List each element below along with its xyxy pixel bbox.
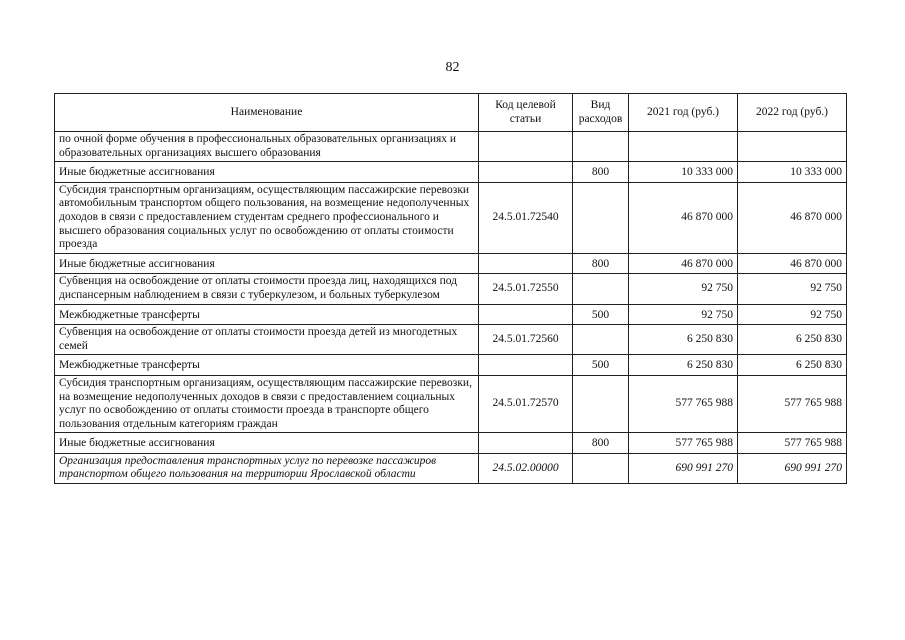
row-vid: [573, 325, 629, 355]
table-row: [55, 253, 847, 274]
row-code: [479, 132, 573, 162]
row-2022: [738, 132, 847, 162]
table-row: [55, 274, 847, 304]
row-2021: 46 870 000: [629, 253, 738, 274]
row-vid: 500: [573, 355, 629, 376]
row-2022: 46 870 000: [738, 253, 847, 274]
row-code: [479, 355, 573, 376]
table-row: [55, 304, 847, 325]
row-name: Субсидия транспортным организациям, осуществляющим пассажирские перевозки автомобильным транспортом общего пользования, на возмещение недополученных доходов в связи с предоставлением студентам среднего профессионального и высшего образования социальных услуг по освобождению от оплаты стоимости проезда: [55, 182, 479, 253]
row-vid: [573, 182, 629, 253]
row-vid: [573, 375, 629, 432]
row-code: 24.5.02.00000: [479, 453, 573, 483]
row-code: 24.5.01.72540: [479, 182, 573, 253]
row-vid: 800: [573, 162, 629, 183]
table-row: [55, 325, 847, 355]
row-2022: 6 250 830: [738, 355, 847, 376]
row-name: Субвенция на освобождение от оплаты стоимости проезда лиц, находящихся под диспансерным наблюдением в связи с туберкулезом, и больных туберкулезом: [55, 274, 479, 304]
row-2022: 577 765 988: [738, 375, 847, 432]
header-vid: Вид расходов: [573, 94, 629, 132]
row-2022: 6 250 830: [738, 325, 847, 355]
header-code: Код целевой статьи: [479, 94, 573, 132]
table-row: [55, 433, 847, 454]
table-row: [55, 355, 847, 376]
row-2021: 92 750: [629, 274, 738, 304]
header-2021: 2021 год (руб.): [629, 94, 738, 132]
budget-table: [54, 93, 847, 484]
row-2021: 6 250 830: [629, 325, 738, 355]
row-code: [479, 253, 573, 274]
row-2021: [629, 132, 738, 162]
table-row: [55, 453, 847, 483]
row-name: Иные бюджетные ассигнования: [55, 253, 479, 274]
row-name: по очной форме обучения в профессиональных образовательных организациях и образовательных организациях высшего образования: [55, 132, 479, 162]
row-2022: 46 870 000: [738, 182, 847, 253]
row-vid: [573, 453, 629, 483]
row-vid: 800: [573, 433, 629, 454]
page-number: 82: [445, 60, 460, 75]
row-code: [479, 433, 573, 454]
row-2021: 92 750: [629, 304, 738, 325]
header-2022: 2022 год (руб.): [738, 94, 847, 132]
row-vid: 500: [573, 304, 629, 325]
row-name: Иные бюджетные ассигнования: [55, 162, 479, 183]
table-header-row: [55, 94, 847, 132]
row-2021: 690 991 270: [629, 453, 738, 483]
row-2021: 6 250 830: [629, 355, 738, 376]
row-name: Организация предоставления транспортных услуг по перевозке пассажиров транспортом общего пользования на территории Ярославской области: [55, 453, 479, 483]
row-2021: 577 765 988: [629, 375, 738, 432]
row-code: [479, 304, 573, 325]
row-2022: 92 750: [738, 274, 847, 304]
header-name: Наименование: [55, 94, 479, 132]
row-code: 24.5.01.72550: [479, 274, 573, 304]
row-name: Иные бюджетные ассигнования: [55, 433, 479, 454]
row-name: Межбюджетные трансферты: [55, 304, 479, 325]
row-vid: [573, 274, 629, 304]
table-row: [55, 375, 847, 432]
row-name: Субвенция на освобождение от оплаты стоимости проезда детей из многодетных семей: [55, 325, 479, 355]
row-2022: 10 333 000: [738, 162, 847, 183]
row-2021: 10 333 000: [629, 162, 738, 183]
row-2022: 577 765 988: [738, 433, 847, 454]
table-row: [55, 162, 847, 183]
row-code: [479, 162, 573, 183]
table-row: [55, 182, 847, 253]
row-name: Межбюджетные трансферты: [55, 355, 479, 376]
row-vid: 800: [573, 253, 629, 274]
row-name: Субсидия транспортным организациям, осуществляющим пассажирские перевозки, на возмещение недополученных доходов в связи с предоставлением социальных услуг по освобождению от оплаты стоимости проезда в транспорте общего пользования отдельным категориям граждан: [55, 375, 479, 432]
row-2021: 46 870 000: [629, 182, 738, 253]
row-2021: 577 765 988: [629, 433, 738, 454]
row-code: 24.5.01.72560: [479, 325, 573, 355]
row-code: 24.5.01.72570: [479, 375, 573, 432]
table-row: [55, 132, 847, 162]
row-2022: 92 750: [738, 304, 847, 325]
row-vid: [573, 132, 629, 162]
row-2022: 690 991 270: [738, 453, 847, 483]
